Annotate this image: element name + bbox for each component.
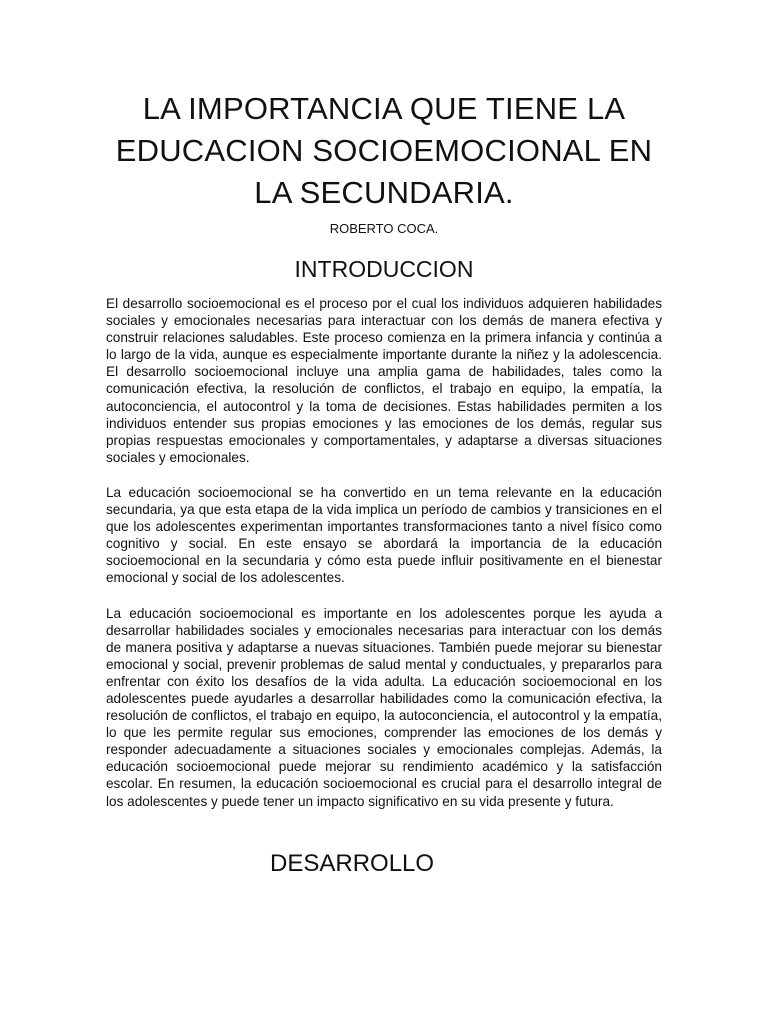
author-name: ROBERTO COCA. <box>329 221 439 236</box>
paragraph: La educación socioemocional se ha convertido en un tema relevante en la educación secundaria, ya que esta etapa de la vida implica un período de cambios y transiciones en el que los adolescentes experimentan importantes transformaciones tanto a nivel físico como cognitivo y social. En este ensayo se abordará la importancia de la educación socioemocional en la secundaria y cómo esta puede influir positivamente en el bienestar emocional y social de los adolescentes. <box>106 484 662 586</box>
title-line: LA SECUNDARIA. <box>254 175 514 210</box>
section-heading-introduccion: INTRODUCCION <box>294 256 474 282</box>
title-line: EDUCACION SOCIOEMOCIONAL EN <box>115 133 653 168</box>
paragraph: La educación socioemocional es importante en los adolescentes porque les ayuda a desarrollar habilidades sociales y emocionales necesarias para interactuar con los demás de manera positiva y adaptarse a nuevas situaciones. También puede mejorar su bienestar emocional y social, prevenir problemas de salud mental y conductuales, y prepararlos para enfrentar con éxito los desafíos de la vida adulta. La educación socioemocional en los adolescentes puede ayudarles a desarrollar habilidades como la comunicación efectiva, la resolución de conflictos, el trabajo en equipo, la autoconciencia, el autocontrol y la empatía, lo que les permite regular sus emociones, comprender las emociones de los demás y responder adecuadamente a situaciones sociales y emocionales complejas. Además, la educación socioemocional puede mejorar su rendimiento académico y la satisfacción escolar. En resumen, la educación socioemocional es crucial para el desarrollo integral de los adolescentes y puede tener un impacto significativo en su vida presente y futura. <box>106 605 662 809</box>
section-heading-desarrollo: DESARROLLO <box>270 849 435 877</box>
paragraph: El desarrollo socioemocional es el proceso por el cual los individuos adquieren habilidades sociales y emocionales necesarias para interactuar con los demás de manera efectiva y construir relaciones saludables. Este proceso comienza en la primera infancia y continúa a lo largo de la vida, aunque es especialmente importante durante la niñez y la adolescencia. El desarrollo socioemocional incluye una amplia gama de habilidades, tales como la comunicación efectiva, la resolución de conflictos, el trabajo en equipo, la empatía, la autoconciencia, el autocontrol y la toma de decisiones. Estas habilidades permiten a los individuos entender sus propias emociones y las emociones de los demás, regular sus propias respuestas emocionales y comportamentales, y adaptarse a diversas situaciones sociales y emocionales. <box>106 296 662 465</box>
title-line: LA IMPORTANCIA QUE TIENE LA <box>142 91 626 126</box>
document-title <box>106 88 662 214</box>
